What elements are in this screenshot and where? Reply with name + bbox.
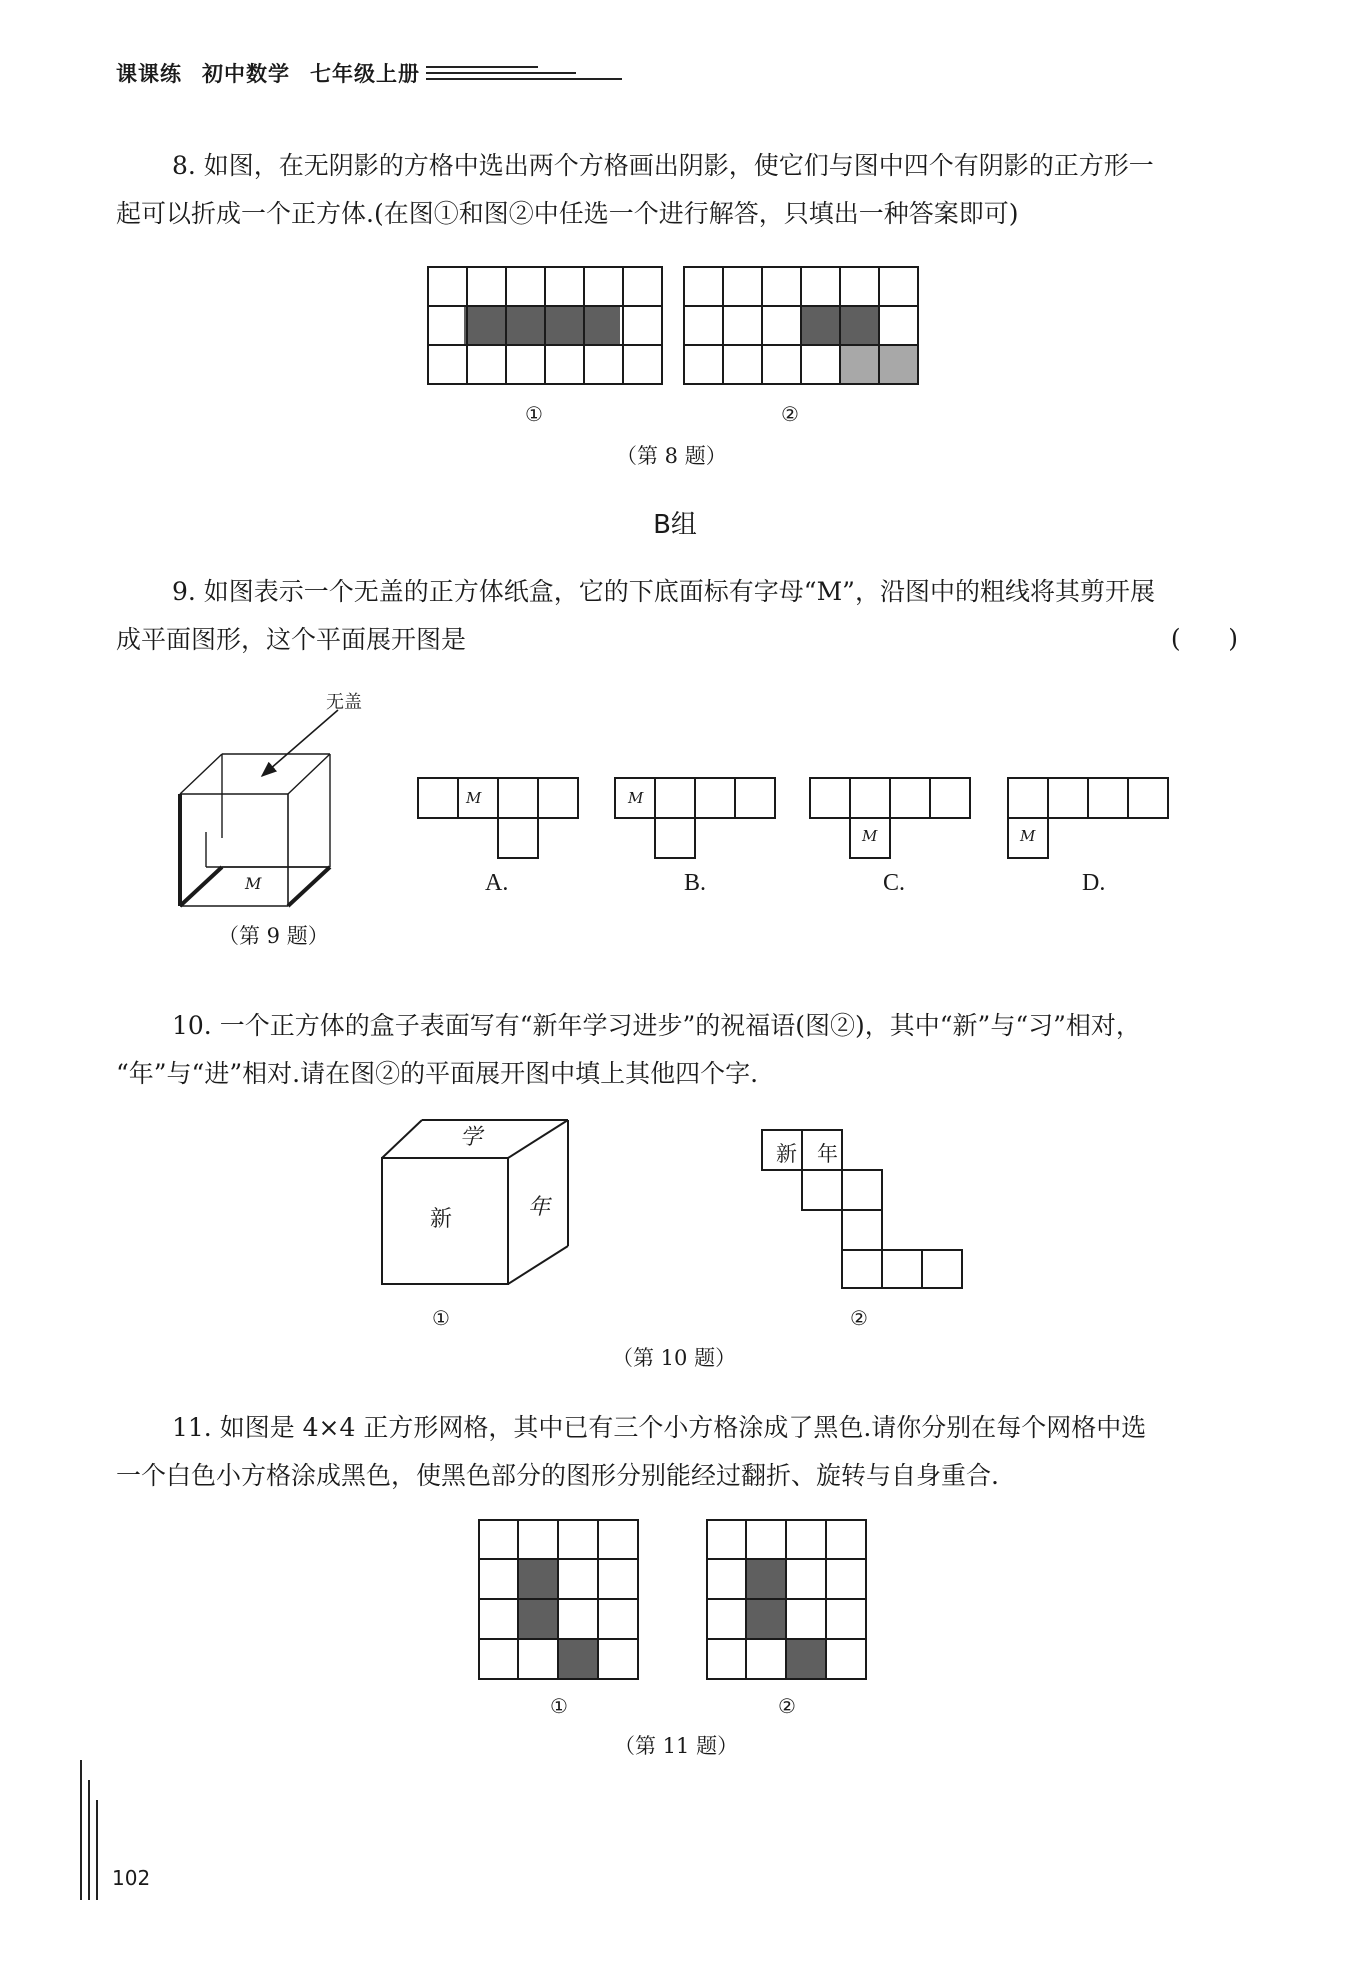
margin-bar-2 <box>88 1780 90 1900</box>
q9-line1: 9. 如图表示一个无盖的正方体纸盒，它的下底面标有字母“M”，沿图中的粗线将其剪开展 <box>172 577 1155 606</box>
q11-line2: 一个白色小方格涂成黑色，使黑色部分的图形分别能经过翻折、旋转与自身重合. <box>116 1461 999 1490</box>
q10-cube-side-char: 年 <box>528 1195 551 1220</box>
q9-option-d-letter: M <box>1020 827 1036 845</box>
q9-caption: （第 9 题） <box>218 924 329 948</box>
q9-option-c-label: C. <box>883 870 906 896</box>
q8-fig2-label: ② <box>781 402 799 426</box>
q9-cube-letter: M <box>245 874 262 893</box>
q8-figure-2 <box>683 266 919 386</box>
q9-answer-bracket: ( ) <box>1170 624 1238 653</box>
question-8-text <box>116 142 1246 238</box>
header-grade: 七年级上册 <box>310 62 420 86</box>
q11-caption: （第 11 题） <box>614 1734 739 1758</box>
q10-cube-front-char: 新 <box>430 1207 453 1232</box>
margin-bar-3 <box>96 1800 98 1900</box>
q11-fig2-label: ② <box>778 1694 796 1718</box>
q9-option-a-label: A. <box>485 870 509 896</box>
page-number: 102 <box>112 1866 151 1890</box>
q8-line2: 起可以折成一个正方体.(在图①和图②中任选一个进行解答，只填出一种答案即可) <box>116 199 1019 228</box>
q8-figure-1 <box>427 266 663 386</box>
q9-line2: 成平面图形，这个平面展开图是 <box>116 625 467 654</box>
q9-option-d-label: D. <box>1082 870 1106 896</box>
q9-option-b-letter: M <box>628 789 644 807</box>
header-series: 课课练 <box>116 62 182 86</box>
q9-option-c-net <box>809 777 973 861</box>
question-9-text <box>116 568 1246 664</box>
running-header <box>116 58 440 88</box>
q10-cube-top-char: 学 <box>460 1125 483 1150</box>
section-title: B组 <box>653 510 697 540</box>
question-10-text <box>116 1002 1246 1098</box>
q8-caption: （第 8 题） <box>616 444 727 468</box>
q9-lid-label: 无盖 <box>326 692 362 713</box>
q11-grid-2 <box>706 1519 868 1681</box>
header-rule <box>426 66 622 84</box>
q10-fig2-label: ② <box>850 1306 868 1330</box>
q9-option-d-net <box>1007 777 1171 861</box>
q11-fig1-label: ① <box>550 1694 568 1718</box>
q10-line1: 10. 一个正方体的盒子表面写有“新年学习进步”的祝福语(图②)，其中“新”与“习”相对， <box>172 1011 1141 1040</box>
q8-fig1-label: ① <box>525 402 543 426</box>
q10-caption: （第 10 题） <box>612 1346 737 1370</box>
q11-line1: 11. 如图是 4×4 正方形网格，其中已有三个小方格涂成了黑色.请你分别在每个网格中选 <box>172 1413 1147 1442</box>
question-11-text <box>116 1404 1246 1500</box>
q9-option-a-net <box>417 777 581 861</box>
q9-option-a-letter: M <box>466 789 482 807</box>
q10-line2: “年”与“进”相对.请在图②的平面展开图中填上其他四个字. <box>116 1059 759 1088</box>
q9-option-c-letter: M <box>862 827 878 845</box>
q11-grid-1 <box>478 1519 640 1681</box>
q10-fig1-label: ① <box>432 1306 450 1330</box>
margin-bar-1 <box>80 1760 82 1900</box>
q8-line1: 8. 如图，在无阴影的方格中选出两个方格画出阴影，使它们与图中四个有阴影的正方形一 <box>172 151 1154 180</box>
q9-option-b-label: B. <box>684 870 707 896</box>
q10-net-cell-1: 新 <box>776 1142 797 1166</box>
header-subject: 初中数学 <box>202 62 290 86</box>
q10-net-cell-2: 年 <box>817 1142 838 1166</box>
